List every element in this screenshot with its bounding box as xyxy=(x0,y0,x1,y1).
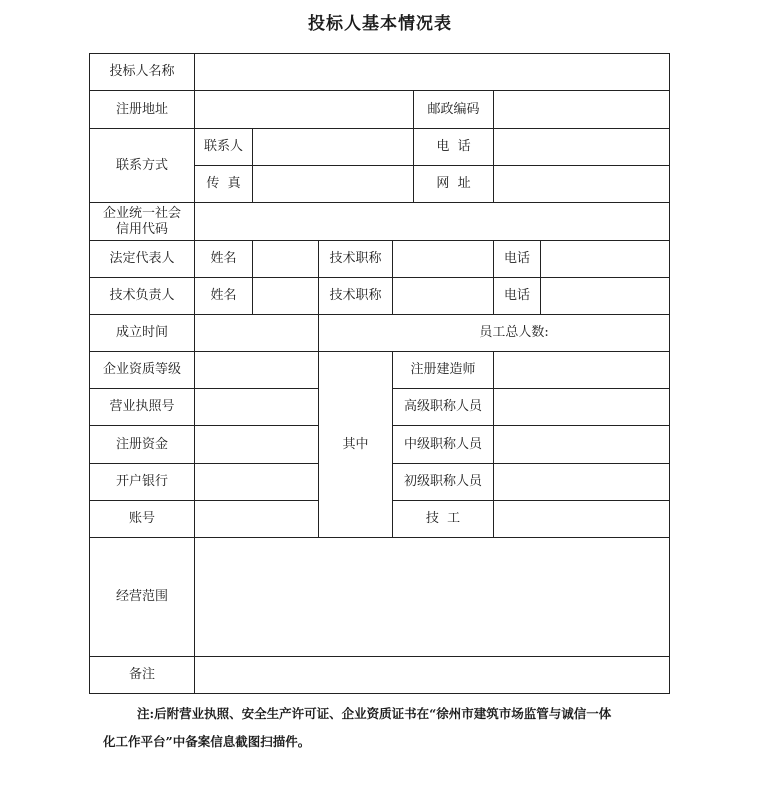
junior-field[interactable] xyxy=(494,464,670,501)
junior-label: 初级职称人员 xyxy=(393,464,494,501)
row-scope xyxy=(90,538,670,657)
website-field[interactable] xyxy=(494,166,670,203)
row-bidder-name xyxy=(90,54,670,91)
license-field[interactable] xyxy=(195,389,319,426)
tech-lead-tel-label: 电话 xyxy=(494,278,541,315)
tech-lead-title-field[interactable] xyxy=(393,278,494,315)
footnote-line-2: 化工作平台”中备案信息截图扫描件。 xyxy=(103,734,311,749)
row-qualification xyxy=(90,352,670,389)
qualification-label: 企业资质等级 xyxy=(90,352,195,389)
tech-lead-name-field[interactable] xyxy=(253,278,319,315)
scope-label: 经营范围 xyxy=(90,538,195,657)
account-label: 账号 xyxy=(90,501,195,538)
remarks-label: 备注 xyxy=(90,657,195,694)
constructor-field[interactable] xyxy=(494,352,670,389)
qualification-field[interactable] xyxy=(195,352,319,389)
address-field[interactable] xyxy=(195,91,414,129)
page-title: 投标人基本情况表 xyxy=(308,14,452,34)
senior-label: 高级职称人员 xyxy=(393,389,494,426)
row-tech-lead xyxy=(90,278,670,315)
bank-field[interactable] xyxy=(195,464,319,501)
footnote xyxy=(103,700,663,756)
staff-total-label: 员工总人数: xyxy=(319,315,670,352)
phone-field[interactable] xyxy=(494,129,670,166)
tech-lead-tel-field[interactable] xyxy=(541,278,670,315)
postcode-field[interactable] xyxy=(494,91,670,129)
established-label: 成立时间 xyxy=(90,315,195,352)
row-contact-1 xyxy=(90,129,670,166)
legal-rep-label: 法定代表人 xyxy=(90,241,195,278)
bidder-name-field[interactable] xyxy=(195,54,670,91)
bank-label: 开户银行 xyxy=(90,464,195,501)
row-legal-rep xyxy=(90,241,670,278)
technician-field[interactable] xyxy=(494,501,670,538)
row-established xyxy=(90,315,670,352)
legal-rep-title-field[interactable] xyxy=(393,241,494,278)
license-label: 营业执照号 xyxy=(90,389,195,426)
row-credit-code xyxy=(90,203,670,241)
among-label: 其中 xyxy=(319,352,393,538)
constructor-label: 注册建造师 xyxy=(393,352,494,389)
legal-rep-tel-label: 电话 xyxy=(494,241,541,278)
credit-code-label: 企业统一社会信用代码 xyxy=(90,203,195,241)
address-label: 注册地址 xyxy=(90,91,195,129)
established-field[interactable] xyxy=(195,315,319,352)
fax-label: 传 真 xyxy=(195,166,253,203)
senior-field[interactable] xyxy=(494,389,670,426)
credit-code-field[interactable] xyxy=(195,203,670,241)
capital-field[interactable] xyxy=(195,426,319,464)
legal-rep-tel-field[interactable] xyxy=(541,241,670,278)
contact-person-field[interactable] xyxy=(253,129,414,166)
tech-lead-name-label: 姓名 xyxy=(195,278,253,315)
technician-label: 技 工 xyxy=(393,501,494,538)
tech-lead-title-label: 技术职称 xyxy=(319,278,393,315)
fax-field[interactable] xyxy=(253,166,414,203)
capital-label: 注册资金 xyxy=(90,426,195,464)
bidder-info-table xyxy=(89,53,670,694)
legal-rep-title-label: 技术职称 xyxy=(319,241,393,278)
legal-rep-name-label: 姓名 xyxy=(195,241,253,278)
tech-lead-label: 技术负责人 xyxy=(90,278,195,315)
row-address xyxy=(90,91,670,129)
account-field[interactable] xyxy=(195,501,319,538)
website-label: 网 址 xyxy=(414,166,494,203)
contact-method-label: 联系方式 xyxy=(90,129,195,203)
legal-rep-name-field[interactable] xyxy=(253,241,319,278)
footnote-line-1: 注:后附营业执照、安全生产许可证、企业资质证书在“徐州市建筑市场监管与诚信一体 xyxy=(137,706,612,721)
remarks-field[interactable] xyxy=(195,657,670,694)
postcode-label: 邮政编码 xyxy=(414,91,494,129)
scope-field[interactable] xyxy=(195,538,670,657)
phone-label: 电 话 xyxy=(414,129,494,166)
contact-person-label: 联系人 xyxy=(195,129,253,166)
row-remarks xyxy=(90,657,670,694)
mid-field[interactable] xyxy=(494,426,670,464)
mid-label: 中级职称人员 xyxy=(393,426,494,464)
bidder-name-label: 投标人名称 xyxy=(90,54,195,91)
